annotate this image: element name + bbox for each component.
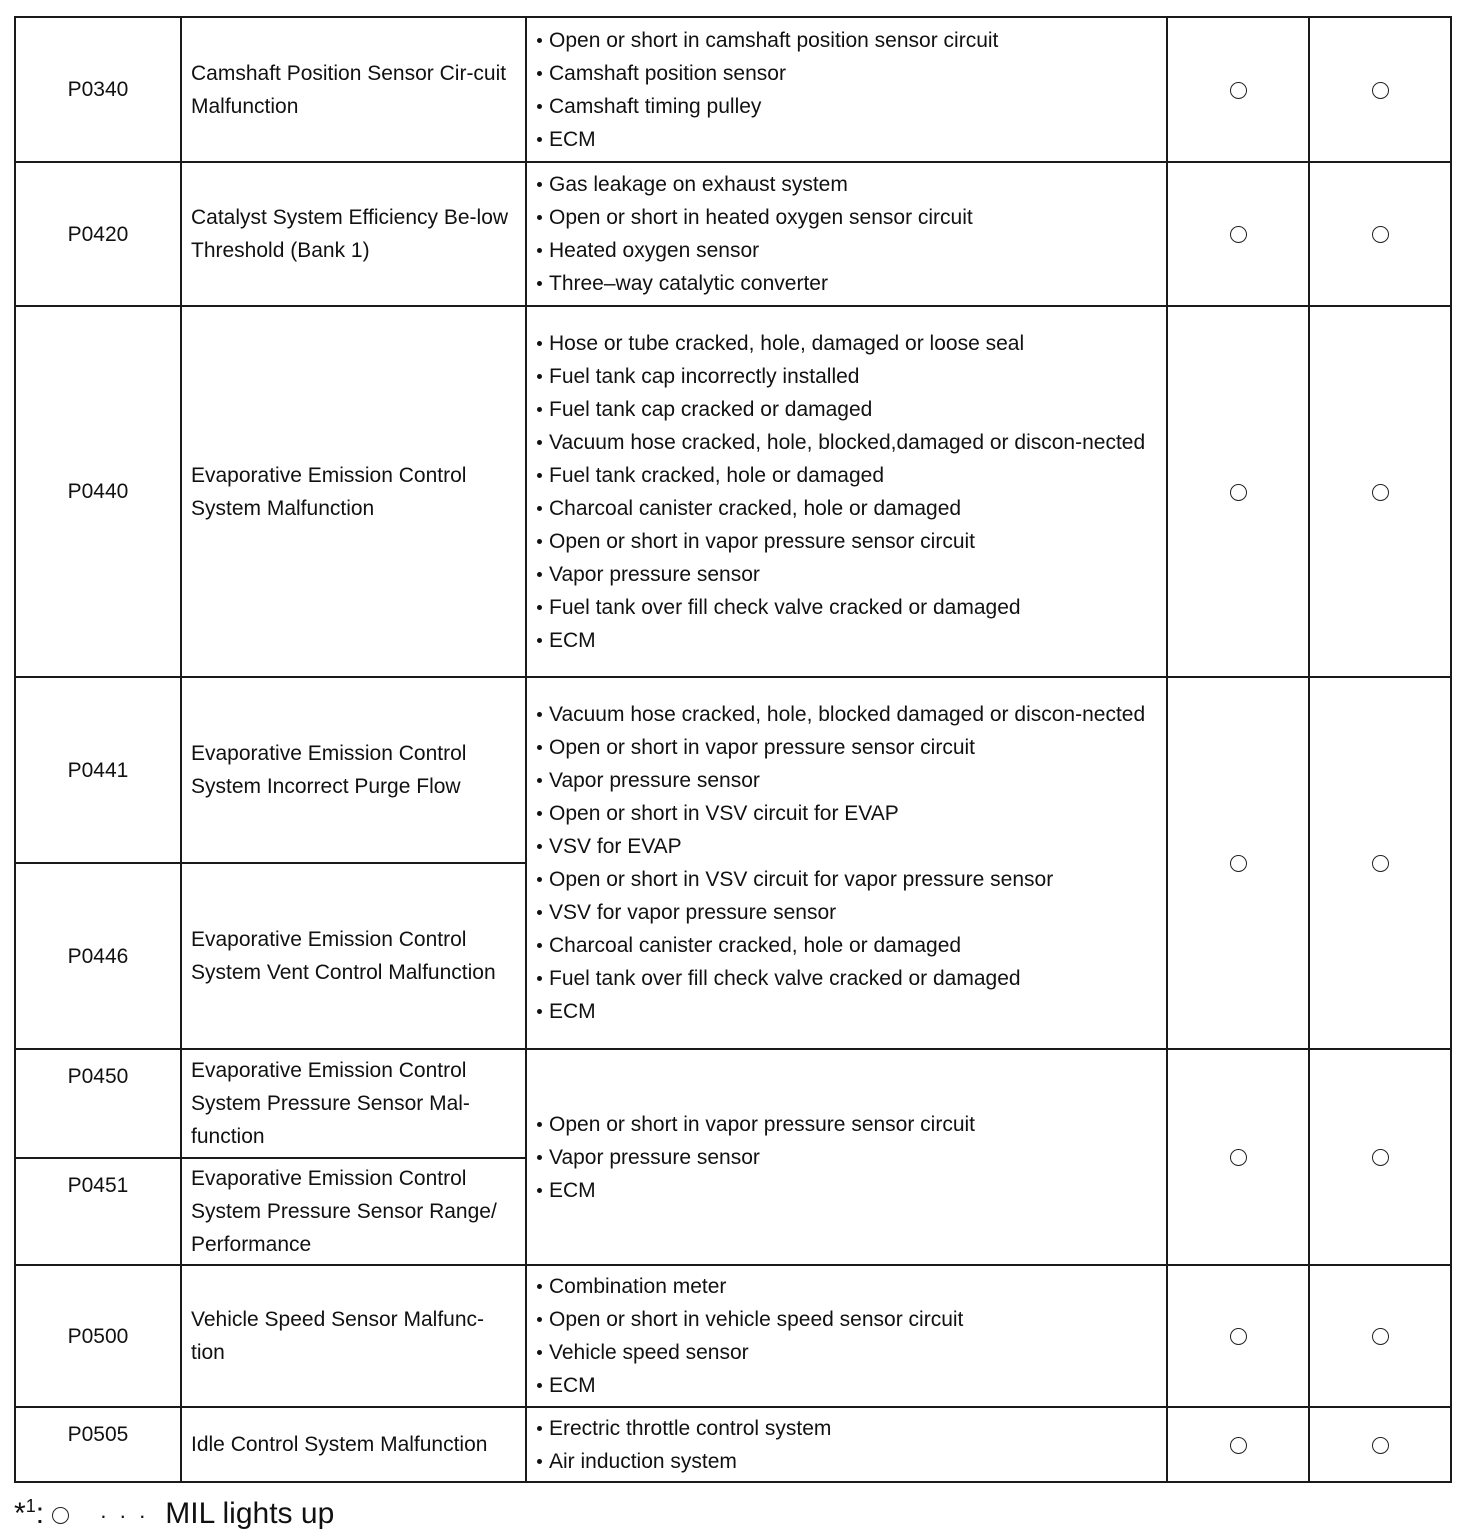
list-item: ECM — [537, 995, 1157, 1028]
dtc-code: P0420 — [15, 162, 181, 306]
dtc-code: P0451 — [15, 1158, 181, 1265]
table-row — [15, 1265, 1451, 1407]
mil-cell — [1167, 162, 1309, 306]
list-item: Erectric throttle control system — [537, 1412, 1157, 1445]
mil-cell — [1167, 1049, 1309, 1265]
list-item: Three–way catalytic converter — [537, 267, 1157, 300]
mil-cell — [1167, 306, 1309, 677]
circle-icon — [1372, 1328, 1389, 1345]
dtc-code: P0500 — [15, 1265, 181, 1407]
memory-cell — [1309, 306, 1451, 677]
trouble-area — [526, 1265, 1167, 1407]
dtc-code: P0440 — [15, 306, 181, 677]
circle-icon — [1230, 226, 1247, 243]
list-item: Open or short in vapor pressure sensor circuit — [537, 1108, 1157, 1141]
list-item: ECM — [537, 624, 1157, 657]
list-item: Vacuum hose cracked, hole, blocked,damaged or discon-nected — [537, 426, 1157, 459]
circle-icon — [1230, 855, 1247, 872]
detection-item: Catalyst System Efficiency Be-low Threshold (Bank 1) — [181, 162, 526, 306]
circle-icon — [1230, 1328, 1247, 1345]
memory-cell — [1309, 1265, 1451, 1407]
list-item: Open or short in vapor pressure sensor circuit — [537, 525, 1157, 558]
circle-icon — [1372, 1149, 1389, 1166]
trouble-area — [526, 1407, 1167, 1482]
circle-icon — [1372, 484, 1389, 501]
list-item: ECM — [537, 123, 1157, 156]
list-item: ECM — [537, 1369, 1157, 1402]
trouble-area — [526, 1049, 1167, 1265]
list-item: Heated oxygen sensor — [537, 234, 1157, 267]
mil-cell — [1167, 1265, 1309, 1407]
dtc-code: P0441 — [15, 677, 181, 863]
list-item: Open or short in vehicle speed sensor circuit — [537, 1303, 1157, 1336]
circle-icon — [1372, 855, 1389, 872]
list-item: Hose or tube cracked, hole, damaged or loose seal — [537, 327, 1157, 360]
footnote — [14, 1488, 334, 1534]
trouble-area — [526, 677, 1167, 1049]
list-item: Charcoal canister cracked, hole or damaged — [537, 492, 1157, 525]
list-item: Fuel tank over fill check valve cracked or damaged — [537, 591, 1157, 624]
list-item: Vapor pressure sensor — [537, 558, 1157, 591]
table-row — [15, 306, 1451, 677]
list-item: Air induction system — [537, 1445, 1157, 1478]
list-item: Vapor pressure sensor — [537, 1141, 1157, 1174]
detection-item: Vehicle Speed Sensor Malfunc-tion — [181, 1265, 526, 1407]
circle-icon — [1230, 1149, 1247, 1166]
table-row — [15, 1049, 1451, 1158]
circle-icon — [52, 1507, 69, 1524]
circle-icon — [1230, 1437, 1247, 1454]
circle-icon — [1230, 82, 1247, 99]
dtc-table — [14, 16, 1452, 1483]
list-item: Open or short in vapor pressure sensor circuit — [537, 731, 1157, 764]
memory-cell — [1309, 677, 1451, 1049]
detection-item: Idle Control System Malfunction — [181, 1407, 526, 1482]
table-row — [15, 1407, 1451, 1482]
dtc-code: P0446 — [15, 863, 181, 1049]
circle-icon — [1372, 1437, 1389, 1454]
table-row — [15, 162, 1451, 306]
detection-item: Camshaft Position Sensor Cir-cuit Malfunction — [181, 17, 526, 162]
trouble-area — [526, 162, 1167, 306]
list-item: Fuel tank cap incorrectly installed — [537, 360, 1157, 393]
memory-cell — [1309, 1049, 1451, 1265]
list-item: Fuel tank cap cracked or damaged — [537, 393, 1157, 426]
mil-cell — [1167, 1407, 1309, 1482]
list-item: Open or short in camshaft position sensor circuit — [537, 24, 1157, 57]
dtc-code: P0340 — [15, 17, 181, 162]
list-item: Fuel tank cracked, hole or damaged — [537, 459, 1157, 492]
detection-item: Evaporative Emission Control System Pressure Sensor Range/ Performance — [181, 1158, 526, 1265]
dtc-code: P0450 — [15, 1049, 181, 1158]
circle-icon — [1372, 82, 1389, 99]
footnote-dots: · · · — [99, 1503, 149, 1528]
list-item: Camshaft position sensor — [537, 57, 1157, 90]
list-item: VSV for EVAP — [537, 830, 1157, 863]
list-item: Vehicle speed sensor — [537, 1336, 1157, 1369]
list-item: VSV for vapor pressure sensor — [537, 896, 1157, 929]
footnote-text: MIL lights up — [165, 1497, 335, 1530]
memory-cell — [1309, 17, 1451, 162]
footnote-marker: *$^1$: — [14, 1496, 45, 1530]
detection-item: Evaporative Emission Control System Incorrect Purge Flow — [181, 677, 526, 863]
trouble-area — [526, 17, 1167, 162]
circle-icon — [1372, 226, 1389, 243]
trouble-area — [526, 306, 1167, 677]
memory-cell — [1309, 162, 1451, 306]
detection-item: Evaporative Emission Control System Malfunction — [181, 306, 526, 677]
list-item: Charcoal canister cracked, hole or damaged — [537, 929, 1157, 962]
memory-cell — [1309, 1407, 1451, 1482]
list-item: Open or short in heated oxygen sensor circuit — [537, 201, 1157, 234]
list-item: Open or short in VSV circuit for vapor pressure sensor — [537, 863, 1157, 896]
mil-cell — [1167, 17, 1309, 162]
list-item: Vapor pressure sensor — [537, 764, 1157, 797]
list-item: Camshaft timing pulley — [537, 90, 1157, 123]
list-item: Open or short in VSV circuit for EVAP — [537, 797, 1157, 830]
list-item: Combination meter — [537, 1270, 1157, 1303]
table-row — [15, 17, 1451, 162]
dtc-code: P0505 — [15, 1407, 181, 1482]
detection-item: Evaporative Emission Control System Vent Control Malfunction — [181, 863, 526, 1049]
list-item: Gas leakage on exhaust system — [537, 168, 1157, 201]
table-row — [15, 677, 1451, 863]
circle-icon — [1230, 484, 1247, 501]
list-item: ECM — [537, 1174, 1157, 1207]
list-item: Vacuum hose cracked, hole, blocked damaged or discon-nected — [537, 698, 1157, 731]
detection-item: Evaporative Emission Control System Pressure Sensor Mal-function — [181, 1049, 526, 1158]
mil-cell — [1167, 677, 1309, 1049]
list-item: Fuel tank over fill check valve cracked or damaged — [537, 962, 1157, 995]
